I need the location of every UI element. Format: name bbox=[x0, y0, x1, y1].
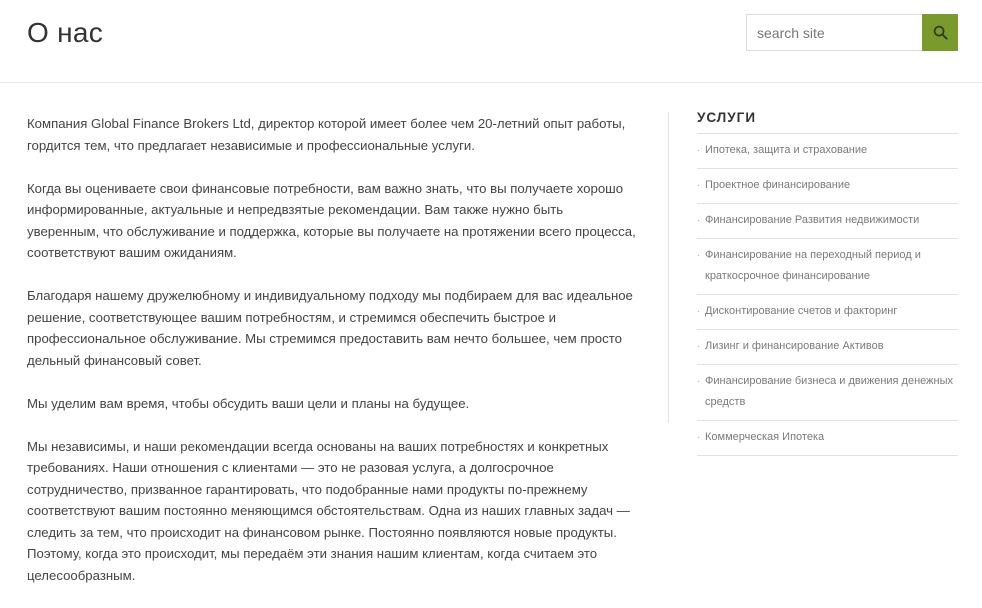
sidebar-link[interactable]: Финансирование бизнеса и движения денежных средств bbox=[705, 375, 953, 408]
sidebar-title: УСЛУГИ bbox=[697, 110, 958, 134]
bullet-icon: · bbox=[697, 145, 701, 156]
sidebar-item bbox=[697, 204, 958, 239]
paragraph: Когда вы оцениваете свои финансовые потребности, вам важно знать, что вы получаете хорошо информированные, актуальные и непредвзятые рекомендации. Вам также нужно быть уверенным, что обслуживание и поддержка, которые вы получаете на протяжении всего процесса, соответствуют вашим ожиданиям. bbox=[27, 180, 636, 260]
search-button[interactable] bbox=[922, 14, 958, 51]
sidebar-item bbox=[697, 295, 958, 330]
sidebar-item bbox=[697, 365, 958, 421]
bullet-icon: · bbox=[697, 250, 701, 261]
bullet-icon: · bbox=[697, 180, 701, 191]
page-header bbox=[0, 0, 982, 83]
sidebar-link[interactable]: Дисконтирование счетов и факторинг bbox=[705, 305, 898, 317]
search-icon bbox=[933, 25, 948, 40]
vertical-divider bbox=[668, 112, 669, 423]
bullet-icon: · bbox=[697, 432, 701, 443]
bullet-icon: · bbox=[697, 341, 701, 352]
paragraph: Благодаря нашему дружелюбному и индивидуальному подходу мы подбираем для вас идеальное решение, соответствующее вашим потребностям, и стремимся обеспечить быстрое и профессиональное обслуживание. Мы стремимся предоставить вам нечто большее, чем просто дельный финансовый совет. bbox=[27, 288, 633, 368]
search-input[interactable] bbox=[746, 14, 922, 51]
sidebar-link[interactable]: Проектное финансирование bbox=[705, 179, 851, 191]
search-form bbox=[746, 14, 958, 51]
services-sidebar bbox=[697, 110, 958, 456]
sidebar-item bbox=[697, 330, 958, 365]
sidebar-item bbox=[697, 421, 958, 456]
page-title: О нас bbox=[27, 17, 104, 48]
sidebar-link[interactable]: Ипотека, защита и страхование bbox=[705, 144, 868, 156]
main-content bbox=[27, 113, 637, 608]
sidebar-item bbox=[697, 134, 958, 169]
sidebar-link[interactable]: Коммерческая Ипотека bbox=[705, 431, 825, 443]
sidebar-item bbox=[697, 169, 958, 204]
bullet-icon: · bbox=[697, 306, 701, 317]
paragraph: Мы уделим вам время, чтобы обсудить ваши цели и планы на будущее. bbox=[27, 395, 470, 411]
sidebar-link[interactable]: Финансирование на переходный период и краткосрочное финансирование bbox=[705, 249, 921, 282]
bullet-icon: · bbox=[697, 376, 701, 387]
paragraph: Мы независимы, и наши рекомендации всегда основаны на ваших потребностях и конкретных требованиях. Наши отношения с клиентами — это не разовая услуга, а долгосрочное сотрудничество, призванное гарантировать, что подобранные нами продукты по-прежнему соответствуют вашим постоянно меняющимся обстоятельствам. Одна из наших главных задач — следить за тем, что происходит на финансовом рынке. Постоянно появляются новые продукты. Поэтому, когда это происходит, мы передаём эти знания нашим клиентам, когда считаем это целесообразным. bbox=[27, 438, 630, 583]
paragraph: Компания Global Finance Brokers Ltd, директор которой имеет более чем 20-летний опыт работы, гордится тем, что предлагает независимые и профессиональные услуги. bbox=[27, 116, 626, 153]
sidebar-item bbox=[697, 239, 958, 295]
bullet-icon: · bbox=[697, 215, 701, 226]
services-list bbox=[697, 134, 958, 456]
sidebar-link[interactable]: Лизинг и финансирование Активов bbox=[705, 340, 884, 352]
sidebar-link[interactable]: Финансирование Развития недвижимости bbox=[705, 214, 920, 226]
